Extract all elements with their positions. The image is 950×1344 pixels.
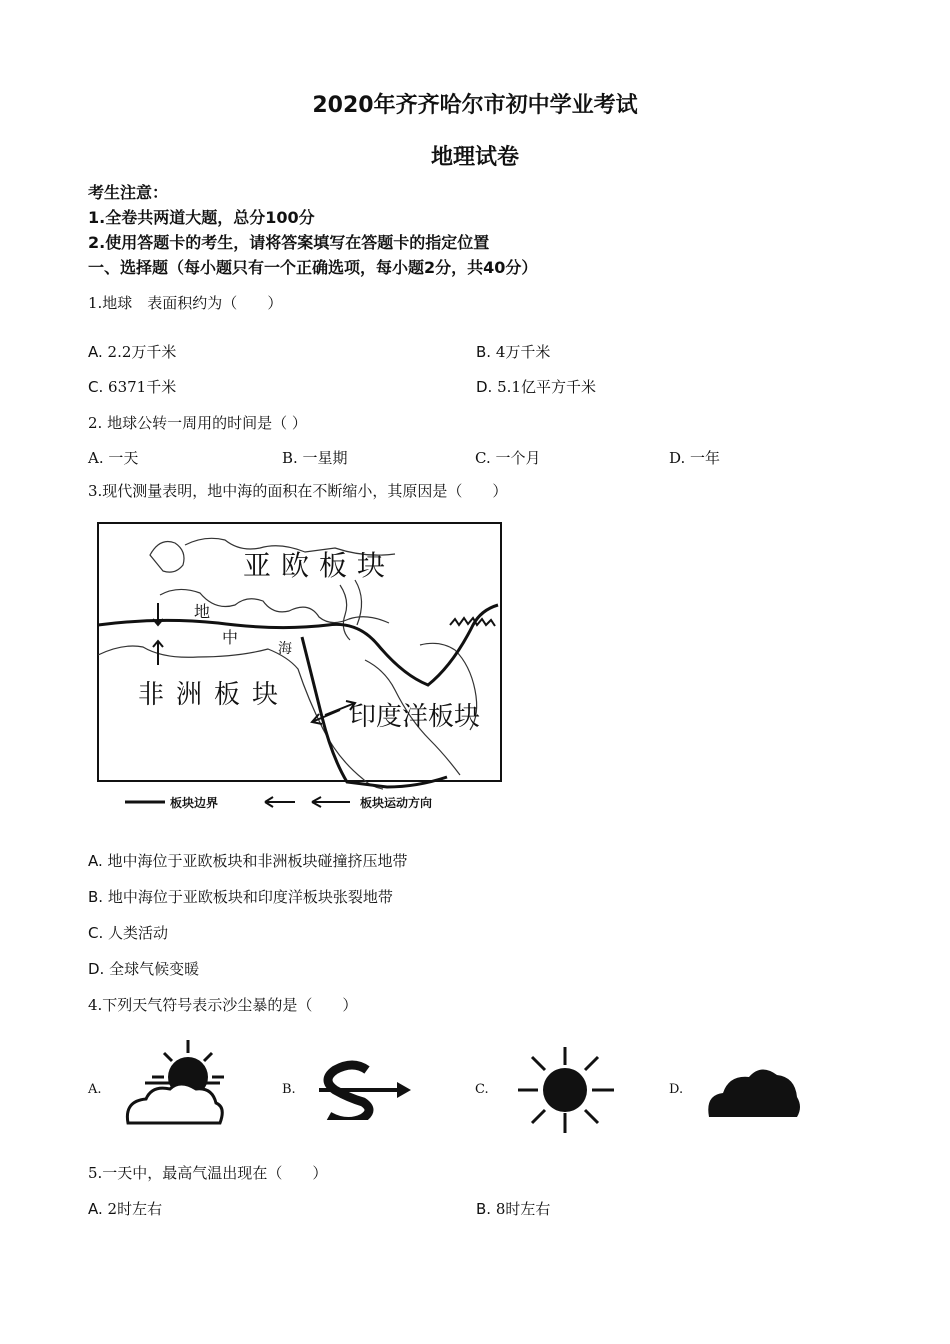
label-med-2: 中 <box>222 628 239 647</box>
option-letter: A. <box>88 343 103 361</box>
q5-option-b[interactable] <box>476 1198 550 1219</box>
arrow-down <box>153 603 163 625</box>
option-letter: C. <box>88 924 104 942</box>
label-africa: 非洲板块 <box>138 680 291 710</box>
legend-arrow-2 <box>312 797 350 807</box>
section-title: 一、选择题（每小题只有一个正确选项，每小题2分，共40分） <box>88 258 538 277</box>
option-letter: A. <box>88 852 103 870</box>
q2-option-b[interactable]: B. 一星期 <box>282 449 348 467</box>
option-letter: D. <box>88 960 105 978</box>
option-text: 2.2万千米 <box>107 343 177 361</box>
label-indian: 印度洋板块 <box>350 702 481 732</box>
q1-stem: 1.地球 表面积约为（ ） <box>88 294 283 312</box>
option-text: 地中海位于亚欧板块和非洲板块碰撞挤压地带 <box>107 852 408 870</box>
q3-option-a[interactable] <box>88 850 408 871</box>
notice-line-2: 2.使用答题卡的考生，请将答案填写在答题卡的指定位置 <box>88 233 490 252</box>
q4-option-d[interactable]: D. <box>669 1082 684 1097</box>
exam-subtitle: 地理试卷 <box>430 145 519 170</box>
q3-option-c[interactable] <box>88 922 168 943</box>
legend-arrow-1 <box>265 797 295 807</box>
q2-option-c[interactable]: C. 一个月 <box>475 449 541 467</box>
option-text: 4万千米 <box>495 343 551 361</box>
coast-caspian <box>340 585 350 640</box>
q5-option-a[interactable] <box>88 1198 162 1219</box>
arrow-west <box>312 710 340 724</box>
sunny-to-cloudy-icon <box>120 1035 230 1130</box>
q4-stem: 4.下列天气符号表示沙尘暴的是（ ） <box>88 996 358 1014</box>
option-letter: A. <box>88 1200 103 1218</box>
coast-britain <box>150 542 184 573</box>
q4-option-c[interactable]: C. <box>475 1082 489 1097</box>
exam-title: 2020年齐齐哈尔市初中学业考试 <box>312 93 638 118</box>
coast-caspian-2 <box>355 580 362 625</box>
option-letter: D. <box>476 378 493 396</box>
legend-motion-label: 板块运动方向 <box>360 796 433 810</box>
arrow-up <box>153 641 163 665</box>
q1-option-c[interactable] <box>88 376 176 397</box>
q3-option-d[interactable] <box>88 958 199 979</box>
q1-option-a[interactable] <box>88 341 176 362</box>
option-text: 5.1亿平方千米 <box>497 378 596 396</box>
option-letter: B. <box>476 343 492 361</box>
option-letter: B. <box>476 1200 492 1218</box>
option-text: 2时左右 <box>107 1200 163 1218</box>
notice-line-1: 1.全卷共两道大题，总分100分 <box>88 208 315 227</box>
option-text: 8时左右 <box>495 1200 551 1218</box>
q2-option-a[interactable]: A. 一天 <box>88 449 139 467</box>
q3-stem: 3.现代测量表明，地中海的面积在不断缩小，其原因是（ ） <box>88 482 508 500</box>
notice-heading: 考生注意： <box>88 183 169 202</box>
q1-option-d[interactable] <box>476 376 596 397</box>
q2-stem: 2. 地球公转一周用的时间是（ ） <box>88 414 307 432</box>
overcast-icon <box>705 1065 800 1120</box>
option-text: 人类活动 <box>108 924 169 942</box>
option-text: 6371千米 <box>108 378 177 396</box>
q5-stem: 5.一天中，最高气温出现在（ ） <box>88 1164 328 1182</box>
sandstorm-icon <box>315 1060 415 1120</box>
q4-option-a[interactable]: A. <box>88 1082 102 1097</box>
plate-map <box>90 515 510 820</box>
q3-option-b[interactable] <box>88 886 393 907</box>
q2-option-d[interactable]: D. 一年 <box>669 449 721 467</box>
option-letter: B. <box>88 888 104 906</box>
option-text: 全球气候变暖 <box>109 960 200 978</box>
sunny-icon <box>510 1045 620 1135</box>
label-eurasia: 亚欧板块 <box>243 549 396 582</box>
q4-option-b[interactable]: B. <box>282 1082 296 1097</box>
label-med-3: 海 <box>278 641 292 657</box>
label-med-1: 地 <box>194 602 211 621</box>
option-letter: C. <box>88 378 104 396</box>
legend-boundary-label: 板块边界 <box>170 796 219 810</box>
q1-option-b[interactable] <box>476 341 550 362</box>
option-text: 地中海位于亚欧板块和印度洋板块张裂地带 <box>107 888 393 906</box>
